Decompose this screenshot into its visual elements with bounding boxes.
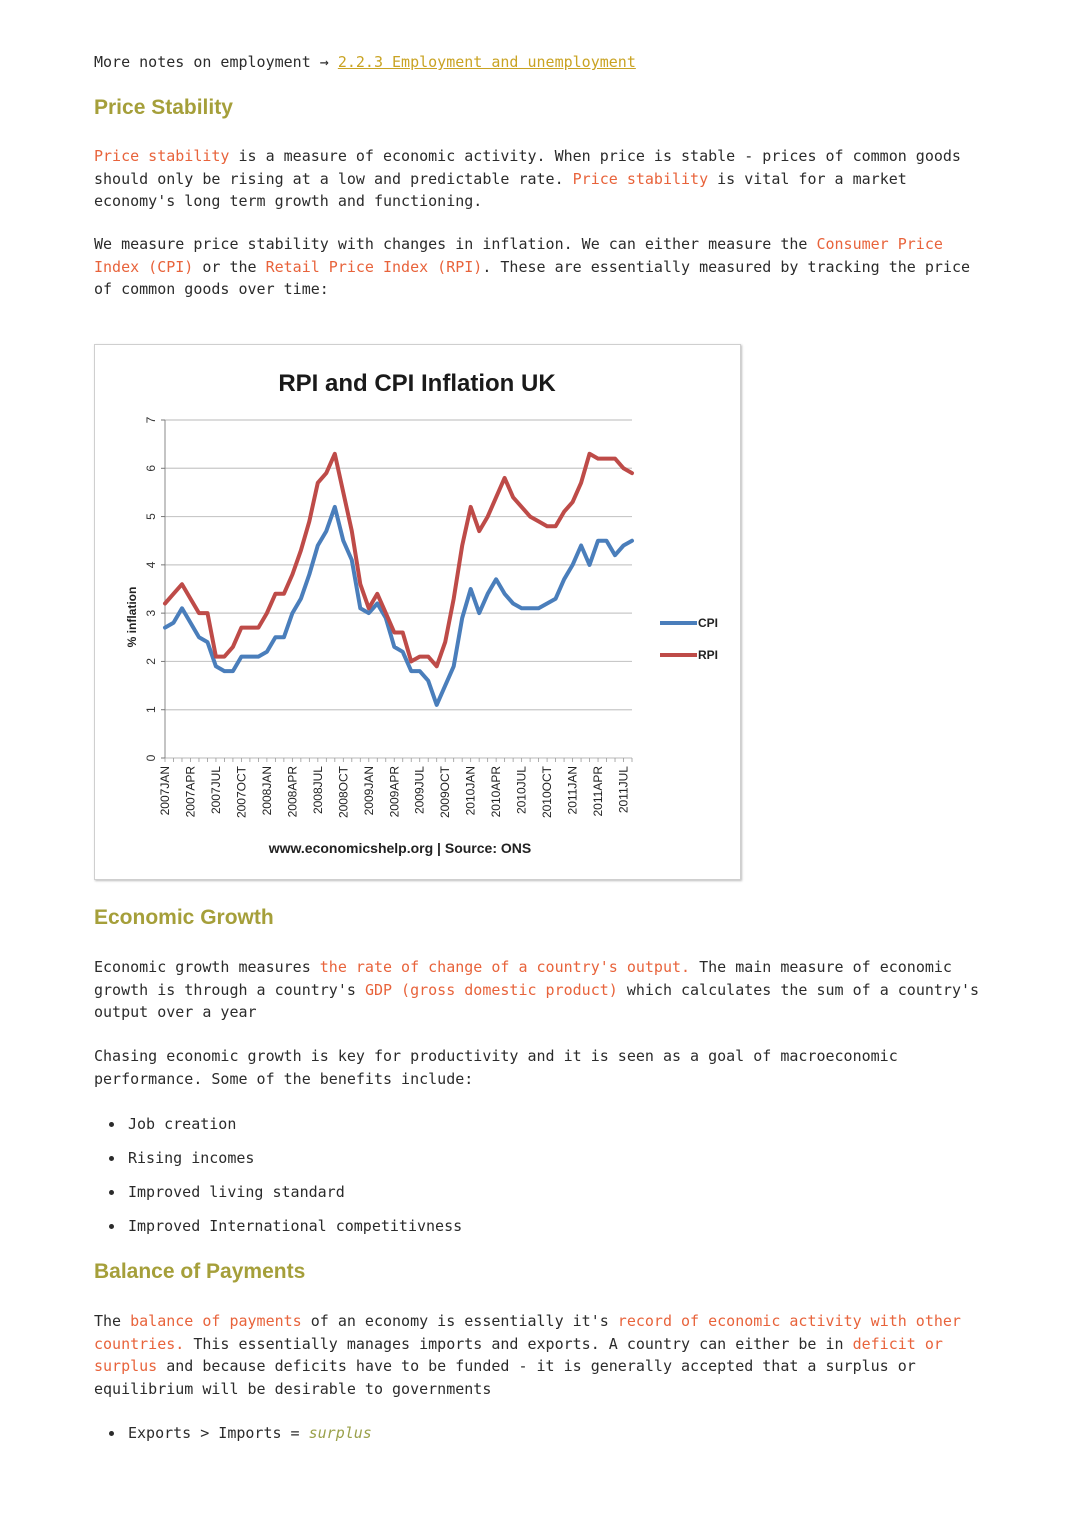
economic-growth-paragraph-1 (94, 956, 994, 1024)
x-tick-label: 2010APR (489, 766, 504, 818)
highlighted-term: Price stability (94, 147, 230, 165)
x-tick-label: 2007JAN (158, 766, 172, 816)
x-tick-label: 2009JAN (361, 766, 376, 816)
x-tick-label: 2009JUL (412, 766, 427, 815)
x-tick-label: 2011APR (591, 766, 606, 817)
benefits-list (94, 1113, 462, 1249)
employment-link[interactable]: 2.2.3 Employment and unemployment (337, 53, 636, 71)
list-item: Improved International competitivness (94, 1215, 462, 1249)
text-run: is vital for a market economy's long term growth and functioning. (94, 169, 907, 210)
text-run: . These are essentially measured by tracking the price of common goods over time: (94, 257, 971, 298)
highlighted-term: balance of payments (130, 1312, 302, 1330)
highlighted-term: deficit or surplus (94, 1334, 943, 1375)
x-tick-label: 2008APR (285, 766, 300, 818)
x-tick-label: 2008JAN (259, 766, 274, 816)
series-line-rpi (165, 454, 632, 667)
list-item (94, 1422, 372, 1456)
y-tick-label: 2 (144, 658, 159, 665)
text-run: The main measure of economic growth is through a country's (94, 958, 952, 999)
x-tick-label: 2008JUL (310, 766, 325, 815)
highlighted-term: GDP (gross domestic product) (364, 980, 618, 999)
x-tick-label: 2007JUL (208, 766, 223, 815)
list-item: Job creation (94, 1113, 462, 1147)
surplus-term: surplus (308, 1424, 372, 1442)
x-tick-label: 2007OCT (234, 766, 249, 819)
x-tick-label: 2010JAN (463, 766, 478, 816)
text-run: Economic growth measures (94, 958, 320, 976)
y-axis-label: % inflation (125, 586, 139, 648)
balance-of-payments-heading: Balance of Payments (94, 1260, 306, 1283)
text-run: which calculates the sum of a country's output over a year (94, 980, 980, 1021)
text-run: is a measure of economic activity. When price is stable - prices of common goods should only be rising at a low and predictable rate. (94, 147, 961, 188)
x-tick-label: 2008OCT (336, 766, 351, 819)
x-tick-label: 2011JUL (616, 766, 631, 814)
text-run: and because deficits have to be funded - it is generally accepted that a surplus or equilibrium will be desirable to governments (94, 1357, 916, 1398)
economic-growth-paragraph-2 (94, 1045, 994, 1090)
bullet-text: Exports > Imports = (128, 1424, 309, 1442)
x-tick-label: 2011JAN (565, 766, 580, 815)
chart-source: www.economicshelp.org | Source: ONS (268, 840, 532, 856)
y-tick-label: 4 (144, 561, 159, 569)
list-item: Improved living standard (94, 1181, 462, 1215)
y-tick-label: 7 (144, 416, 159, 424)
x-tick-label: 2010JUL (514, 766, 529, 815)
x-ticks (158, 758, 632, 818)
highlighted-term: record of economic activity with other countries. (94, 1312, 961, 1353)
x-tick-label: 2009OCT (438, 766, 453, 819)
inflation-chart (94, 344, 741, 880)
inflation-chart-svg (95, 345, 740, 879)
y-tick-label: 3 (144, 609, 159, 617)
x-tick-label: 2010OCT (540, 766, 555, 819)
text-run: We measure price stability with changes in inflation. We can either measure the (94, 235, 817, 253)
price-stability-paragraph-2 (94, 233, 994, 301)
price-stability-heading: Price Stability (94, 96, 233, 119)
legend-label-cpi: CPI (698, 616, 719, 630)
text-run: or the (193, 257, 266, 276)
y-tick-label: 1 (144, 706, 159, 714)
intro-text: More notes on employment → (94, 53, 338, 71)
text-run: The (94, 1312, 131, 1330)
series-line-cpi (165, 507, 632, 705)
highlighted-term: Retail Price Index (RPI) (265, 257, 483, 276)
text-run: of an economy is essentially it's (301, 1312, 618, 1330)
y-tick-label: 6 (144, 464, 159, 472)
x-tick-label: 2009APR (387, 766, 402, 818)
payments-list (94, 1422, 372, 1456)
legend-label-rpi: RPI (698, 648, 719, 662)
y-tick-label: 0 (144, 754, 159, 762)
series-layer (165, 454, 632, 705)
text-run: This essentially manages imports and exports. A country can either be in (184, 1334, 853, 1353)
y-tick-label: 5 (144, 513, 159, 520)
highlighted-term: Consumer Price Index (CPI) (94, 235, 943, 276)
x-tick-label: 2007APR (183, 766, 198, 818)
highlighted-term: the rate of change of a country's output. (319, 958, 691, 976)
chart-title: RPI and CPI Inflation UK (278, 370, 556, 397)
economic-growth-heading: Economic Growth (94, 906, 274, 929)
legend (660, 616, 718, 662)
y-ticks (144, 416, 165, 761)
balance-of-payments-paragraph (94, 1310, 994, 1400)
intro-line (94, 51, 994, 74)
highlighted-term: Price stability (572, 169, 709, 188)
list-item: Rising incomes (94, 1147, 462, 1181)
price-stability-paragraph-1 (94, 145, 994, 213)
text-run: Chasing economic growth is key for productivity and it is seen as a goal of macroeconomic performance. Some of the benefits include: (94, 1047, 898, 1088)
